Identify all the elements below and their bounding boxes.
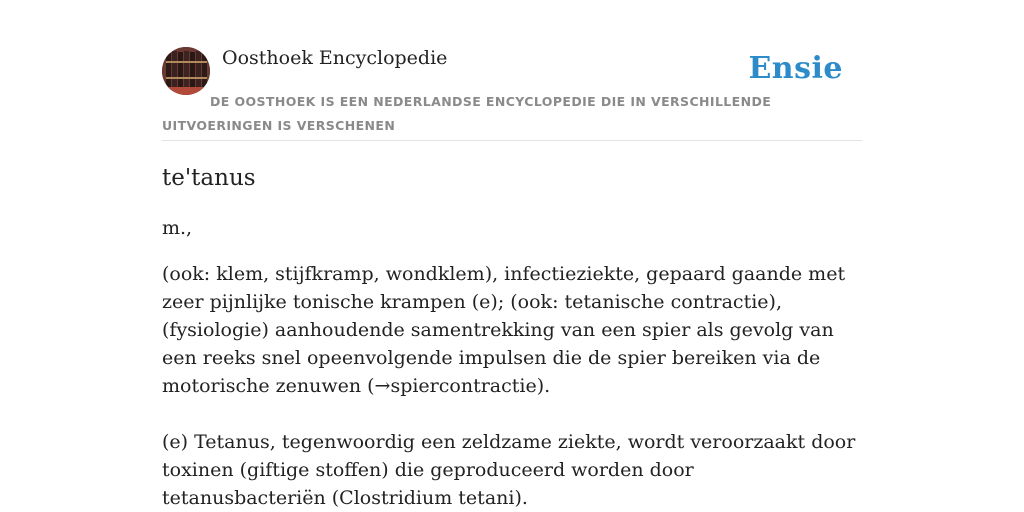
site-header (162, 44, 862, 141)
site-tagline: DE OOSTHOEK IS EEN NEDERLANDSE ENCYCLOPEDIE DIE IN VERSCHILLENDE UITVOERINGEN IS VERSCHENEN (162, 94, 772, 133)
site-name[interactable]: Oosthoek Encyclopedie (222, 47, 448, 69)
brand-logo[interactable]: Ensie (748, 51, 843, 86)
explanation-paragraph: (e) Tetanus, tegenwoordig een zeldzame ziekte, wordt veroorzaakt door toxinen (giftige stoffen) die geproduceerd worden door tetanusbacteriën (Clostridium tetani). (162, 431, 856, 509)
grammar-note: m., (162, 217, 193, 239)
encyclopedia-avatar[interactable] (162, 47, 210, 95)
entry-content (162, 162, 862, 512)
entry-title: te'tanus (162, 165, 256, 191)
book-spines-icon (162, 47, 210, 95)
definition-paragraph: (ook: klem, stijfkramp, wondklem), infectieziekte, gepaard gaande met zeer pijnlijke tonische krampen (e); (ook: tetanische contractie), (fysiologie) aanhoudende samentrekking van een spier als gevolg van een reeks snel opeenvolgende impulsen die de spier bereiken via de motorische zenuwen (→spiercontractie). (162, 263, 846, 397)
